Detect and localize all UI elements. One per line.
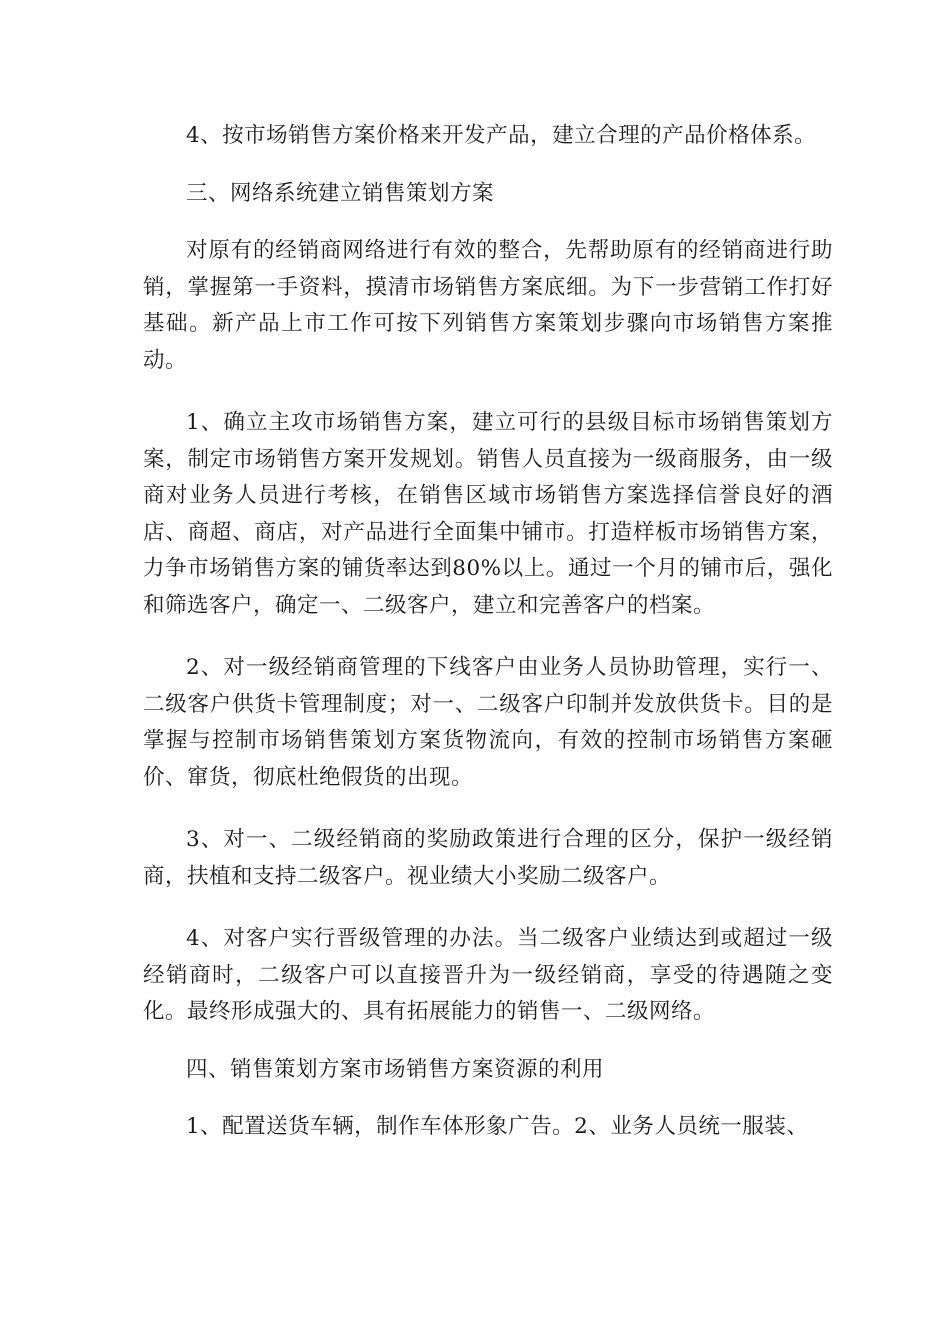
paragraph-target-market: 1、确立主攻市场销售方案，建立可行的县级目标市场销售策划方案，制定市场销售方案开发规划。销售人员直接为一级商服务，由一级商对业务人员进行考核，在销售区域市场销售方案选择信誉良好的酒店、商超、商店，对产品进行全面集中铺市。打造样板市场销售方案，力争市场销售方案的铺货率达到80%以上。通过一个月的铺市后，强化和筛选客户，确定一、二级客户，建立和完善客户的档案。 — [143, 410, 833, 618]
paragraph-promotion-management: 4、对客户实行晋级管理的办法。当二级客户业绩达到或超过一级经销商时，二级客户可以直接晋升为一级经销商，享受的待遇随之变化。最终形成强大的、具有拓展能力的销售一、二级网络。 — [143, 926, 833, 1024]
paragraph-delivery-vehicles: 1、配置送货车辆，制作车体形象广告。2、业务人员统一服装、 — [186, 1114, 809, 1139]
paragraph-dealer-integration: 对原有的经销商网络进行有效的整合，先帮助原有的经销商进行助销，掌握第一手资料，摸清市场销售方案底细。为下一步营销工作打好基础。新产品上市工作可按下列销售方案策划步骤向市场销售方案推动。 — [143, 238, 833, 373]
paragraph-supply-card: 2、对一级经销商管理的下线客户由业务人员协助管理，实行一、二级客户供货卡管理制度；对一、二级客户印制并发放供货卡。目的是掌握与控制市场销售策划方案货物流向，有效的控制市场销售方案砸价、窜货，彻底杜绝假货的出现。 — [143, 655, 833, 790]
paragraph-reward-policy: 3、对一、二级经销商的奖励政策进行合理的区分，保护一级经销商，扶植和支持二级客户。视业绩大小奖励二级客户。 — [143, 827, 833, 889]
heading-resource-utilization: 四、销售策划方案市场销售方案资源的利用 — [186, 1056, 605, 1082]
heading-network-system: 三、网络系统建立销售策划方案 — [186, 180, 495, 206]
paragraph-pricing-system: 4、按市场销售方案价格来开发产品，建立合理的产品价格体系。 — [186, 123, 817, 148]
document-body — [143, 118, 833, 1146]
